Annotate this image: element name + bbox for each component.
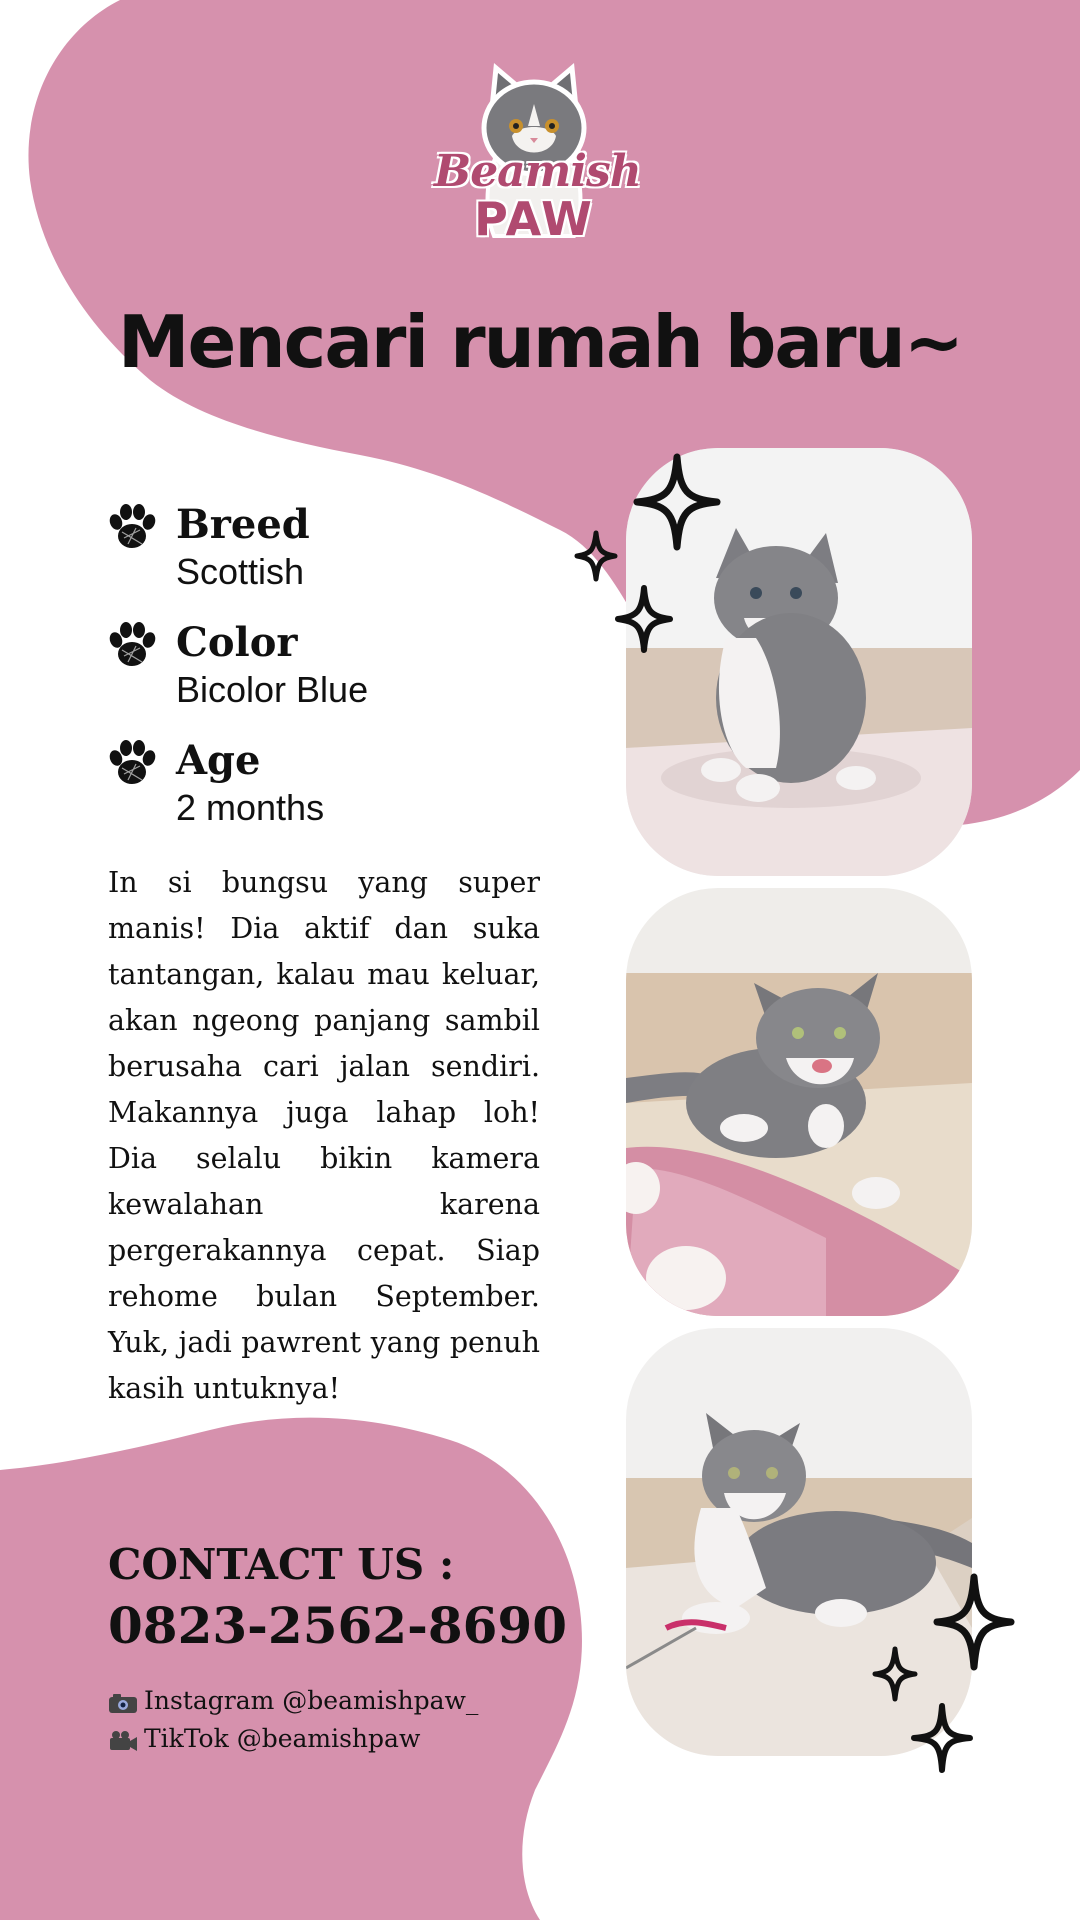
detail-label: Age	[176, 737, 261, 784]
detail-age	[106, 736, 566, 846]
page-title: Mencari rumah baru~	[117, 300, 963, 384]
social-text: Instagram @beamishpaw_	[144, 1686, 479, 1715]
detail-label: Color	[176, 619, 298, 666]
sparkle-icon	[632, 452, 722, 552]
social-text: TikTok @beamishpaw	[144, 1724, 421, 1753]
paw-icon	[106, 736, 158, 788]
detail-value: 2 months	[176, 787, 325, 828]
sparkle-icon	[614, 584, 674, 654]
sparkle-icon	[910, 1702, 974, 1774]
bottom-pink-blob	[0, 1418, 582, 1920]
paw-icon	[106, 618, 158, 670]
paw-icon	[106, 500, 158, 552]
video-camera-icon	[108, 1730, 138, 1752]
detail-value: Scottish	[176, 551, 305, 592]
detail-value: Bicolor Blue	[176, 669, 369, 710]
kitten-photo-licking-paw	[626, 888, 972, 1316]
sparkle-icon	[574, 530, 618, 582]
kitten-description: In si bungsu yang super manis! Dia aktif dan suka tantangan, kalau mau keluar, akan ngeong panjang sambil berusaha cari jalan sendiri. Makannya juga lahap loh! Dia selalu bikin kamera kewalahan karena pergerakannya cepat. Siap rehome bulan September. Yuk, jadi pawrent yang penuh kasih untuknya!	[108, 866, 540, 1405]
detail-breed	[106, 500, 566, 610]
brand-name-script: Beamish	[434, 146, 641, 197]
sparkle-icon	[872, 1646, 918, 1702]
brand-name-block: PAW	[474, 192, 594, 246]
sparkle-icon	[932, 1572, 1016, 1672]
contact-phone[interactable]: 0823-2562-8690	[108, 1596, 567, 1655]
social-instagram[interactable]	[108, 1686, 478, 1715]
social-tiktok[interactable]	[108, 1724, 420, 1753]
camera-icon	[108, 1692, 138, 1714]
kitten-photo-lying	[626, 1328, 972, 1756]
detail-label: Breed	[176, 501, 310, 548]
contact-label: CONTACT US :	[108, 1540, 455, 1589]
detail-color	[106, 618, 566, 728]
brand-logo	[434, 46, 641, 246]
